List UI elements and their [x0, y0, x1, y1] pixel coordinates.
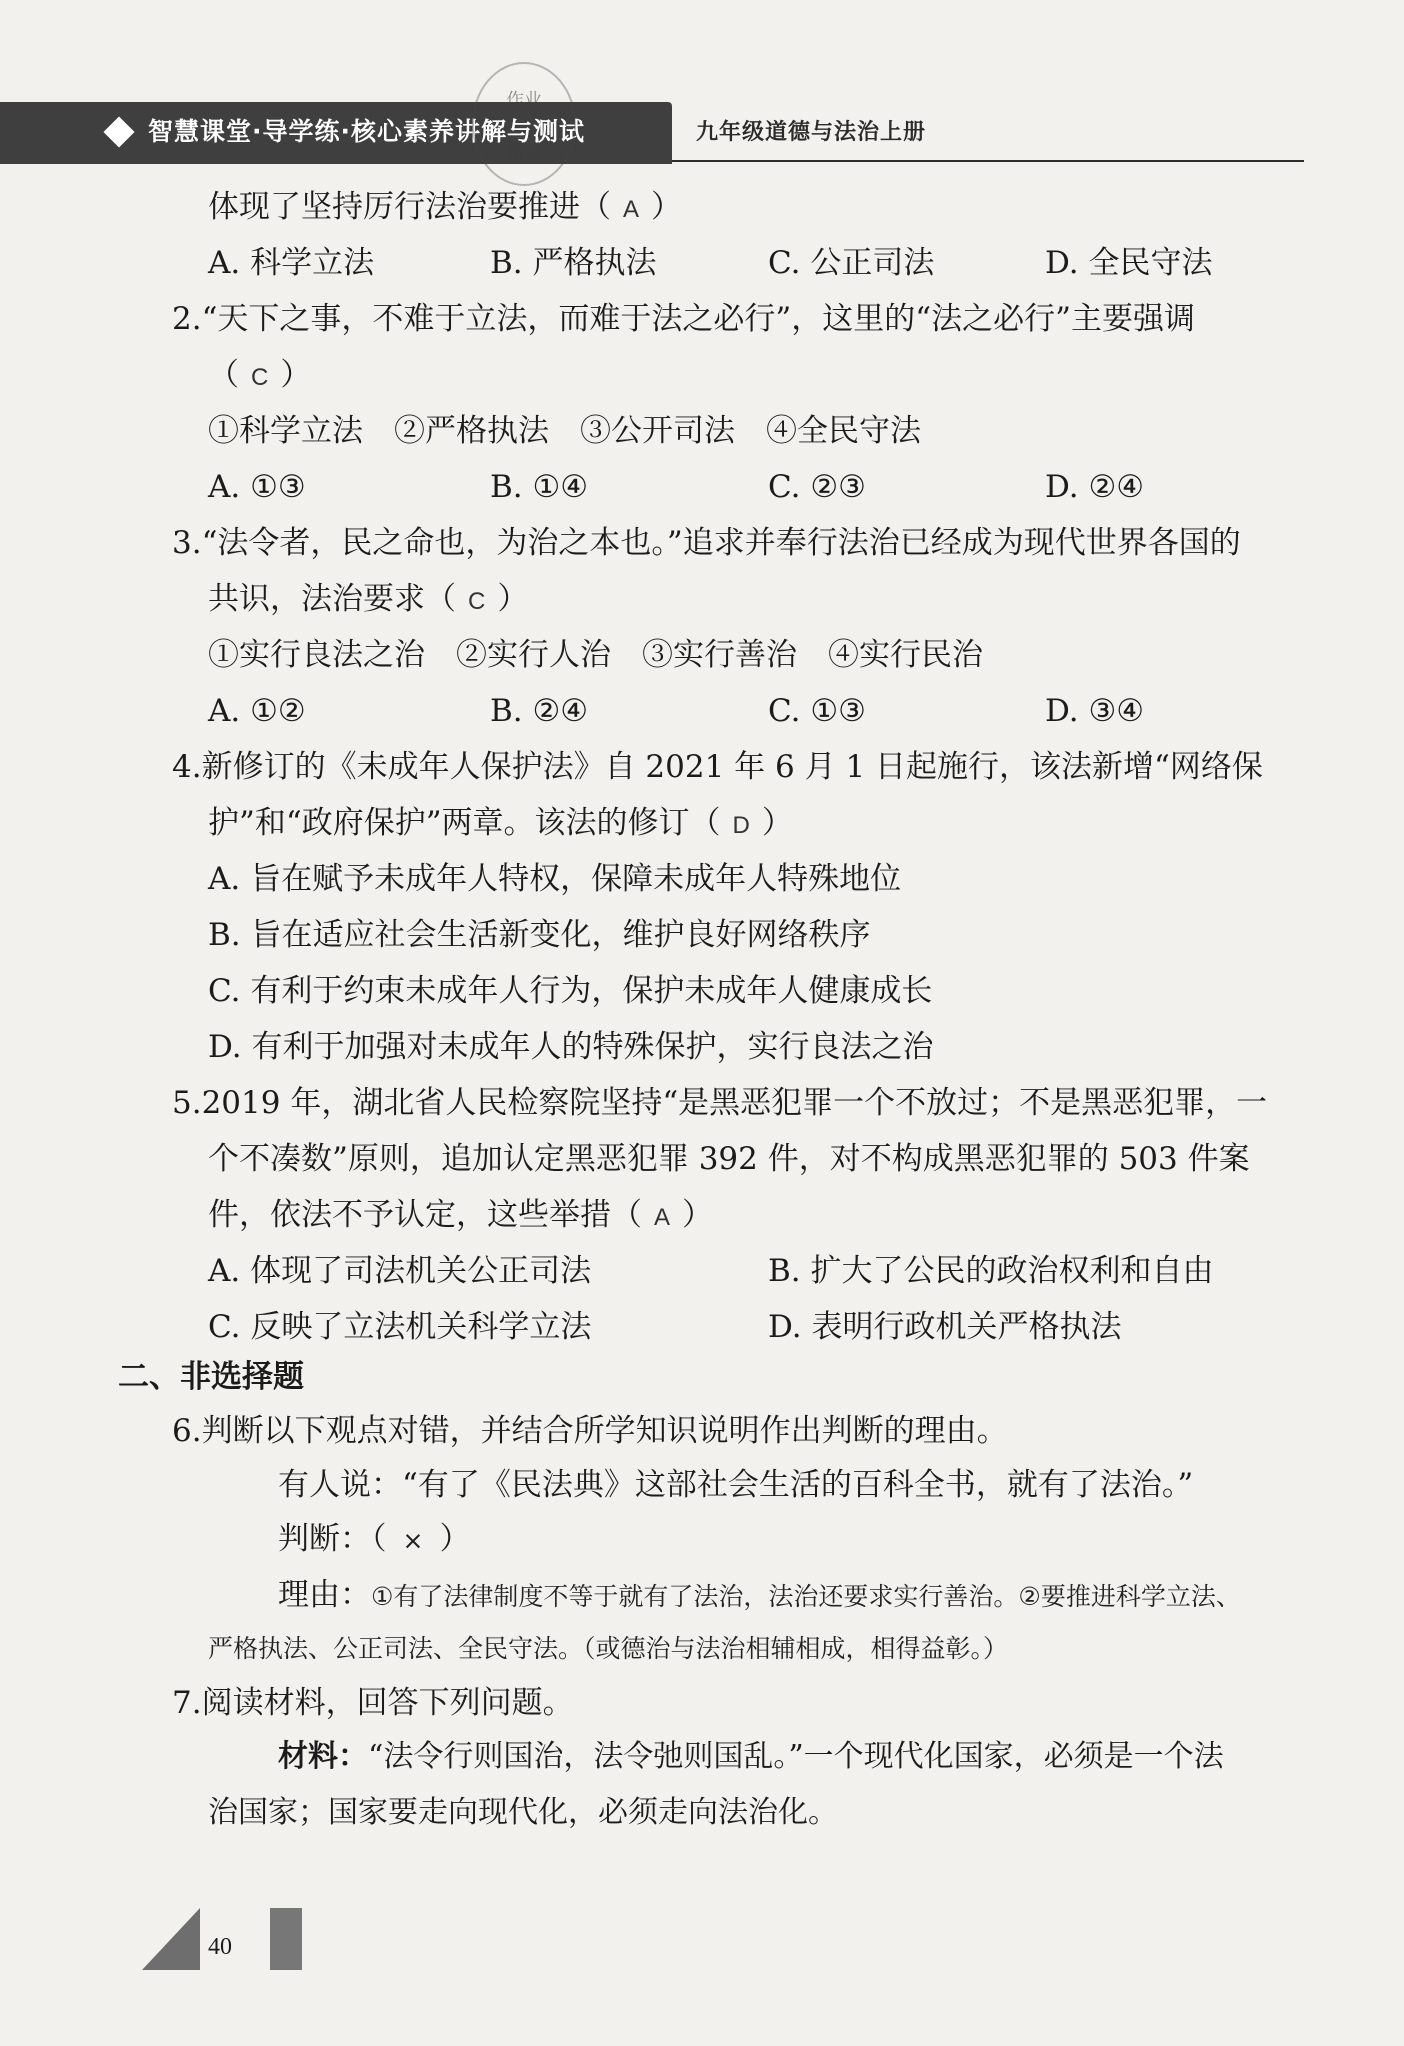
q2-option-c: C. ②③ — [768, 469, 866, 505]
q2-stem-line1: 2.“天下之事，不难于立法，而难于法之必行”，这里的“法之必行”主要强调 — [172, 301, 1195, 337]
q6-reason-text-1: ①有了法律制度不等于就有了法治，法治还要求实行善治。②要推进科学立法、 — [371, 1582, 1241, 1611]
q3-stem-line2 — [208, 578, 528, 620]
q2-items: ①科学立法 ②严格执法 ③公开司法 ④全民守法 — [208, 413, 921, 449]
q1-stem-text: 体现了坚持厉行法治要推进（ — [208, 189, 611, 225]
q1-stem — [208, 186, 682, 228]
q4-option-b: B. 旨在适应社会生活新变化，维护良好网络秩序 — [208, 917, 871, 953]
section-title-non-choice: 二、非选择题 — [118, 1359, 304, 1395]
q6-reason-line2: 严格执法、公正司法、全民守法。（或德治与法治相辅相成，相得益彰。） — [208, 1634, 1009, 1663]
q6-judge-answer: × — [402, 1526, 424, 1555]
q1-option-d: D. 全民守法 — [1045, 245, 1213, 281]
q7-material-label: 材料： — [278, 1739, 368, 1774]
series-title: 智慧课堂·导学练·核心素养讲解与测试 — [148, 117, 585, 146]
q7-material-line2: 治国家；国家要走向现代化，必须走向法治化。 — [208, 1795, 838, 1830]
q6-judge-label: 判断：（ — [278, 1521, 387, 1557]
q2-answer-line — [208, 354, 311, 396]
q5-option-c: C. 反映了立法机关科学立法 — [208, 1309, 592, 1345]
q2-option-d: D. ②④ — [1045, 469, 1145, 505]
q2-close: ） — [280, 357, 312, 393]
q4-close: ） — [761, 805, 793, 841]
header-rule — [672, 160, 1304, 162]
q5-close: ） — [682, 1197, 714, 1233]
q3-option-a: A. ①② — [208, 693, 306, 729]
q3-option-d: D. ③④ — [1045, 693, 1145, 729]
q5-stem-line2: 个不凑数”原则，追加认定黑恶犯罪 392 件，对不构成黑恶犯罪的 503 件案 — [208, 1141, 1250, 1177]
q4-stem-line1: 4.新修订的《未成年人保护法》自 2021 年 6 月 1 日起施行，该法新增“网络保 — [172, 749, 1263, 785]
q6-stem: 6.判断以下观点对错，并结合所学知识说明作出判断的理由。 — [172, 1413, 1008, 1449]
q2-option-b: B. ①④ — [490, 469, 589, 505]
watermark-stamp — [472, 62, 576, 186]
q3-close: ） — [497, 581, 529, 617]
q2-open: （ — [208, 357, 239, 393]
q6-reason-label: 理由： — [278, 1577, 371, 1613]
q4-option-c: C. 有利于约束未成年人行为，保护未成年人健康成长 — [208, 973, 933, 1009]
q3-stem-line1: 3.“法令者，民之命也，为治之本也。”追求并奉行法治已经成为现代世界各国的 — [172, 525, 1241, 561]
q1-answer: A — [623, 196, 640, 223]
q1-option-b: B. 严格执法 — [490, 245, 657, 281]
stamp-text-2: 精灵 — [506, 144, 542, 165]
q3-line2-text: 共识，法治要求（ — [208, 581, 456, 617]
q3-items: ①实行良法之治 ②实行人治 ③实行善治 ④实行民治 — [208, 637, 983, 673]
q2-option-a: A. ①③ — [208, 469, 306, 505]
q5-answer: A — [654, 1204, 671, 1231]
q5-stem-line3 — [208, 1194, 713, 1236]
q5-option-b: B. 扩大了公民的政治权利和自由 — [768, 1253, 1214, 1289]
q5-line3-text: 件，依法不予认定，这些举措（ — [208, 1197, 642, 1233]
q3-answer: C — [468, 588, 486, 615]
q1-close: ） — [651, 189, 683, 225]
footer-bar — [270, 1908, 302, 1970]
q6-judge-close: ） — [439, 1521, 471, 1557]
q4-line2-text: 护”和“政府保护”两章。该法的修订（ — [208, 805, 721, 841]
footer-triangle — [142, 1908, 200, 1970]
q7-stem: 7.阅读材料，回答下列问题。 — [172, 1685, 574, 1721]
q7-material-line1 — [278, 1736, 1224, 1778]
q4-stem-line2 — [208, 802, 793, 844]
q3-option-b: B. ②④ — [490, 693, 589, 729]
q4-answer: D — [732, 812, 750, 839]
q5-option-a: A. 体现了司法机关公正司法 — [208, 1253, 592, 1289]
q1-option-c: C. 公正司法 — [768, 245, 935, 281]
q4-option-d: D. 有利于加强对未成年人的特殊保护，实行良法之治 — [208, 1029, 934, 1065]
q2-answer: C — [251, 364, 269, 391]
q7-material-text-1: “法令行则国治，法令弛则国乱。”一个现代化国家，必须是一个法 — [368, 1739, 1224, 1774]
stamp-text-1: 作业 — [506, 90, 542, 111]
q6-judge-line — [278, 1518, 470, 1560]
q3-option-c: C. ①③ — [768, 693, 866, 729]
q6-quote: 有人说：“有了《民法典》这部社会生活的百科全书，就有了法治。” — [278, 1467, 1194, 1503]
q4-option-a: A. 旨在赋予未成年人特权，保障未成年人特殊地位 — [208, 861, 902, 897]
q5-stem-line1: 5.2019 年，湖北省人民检察院坚持“是黑恶犯罪一个不放过；不是黑恶犯罪，一 — [172, 1085, 1268, 1121]
q5-option-d: D. 表明行政机关严格执法 — [768, 1309, 1122, 1345]
q1-option-a: A. 科学立法 — [208, 245, 375, 281]
q6-reason-line1 — [278, 1574, 1241, 1616]
page-number: 40 — [208, 1934, 232, 1960]
book-title: 九年级道德与法治上册 — [696, 119, 927, 145]
